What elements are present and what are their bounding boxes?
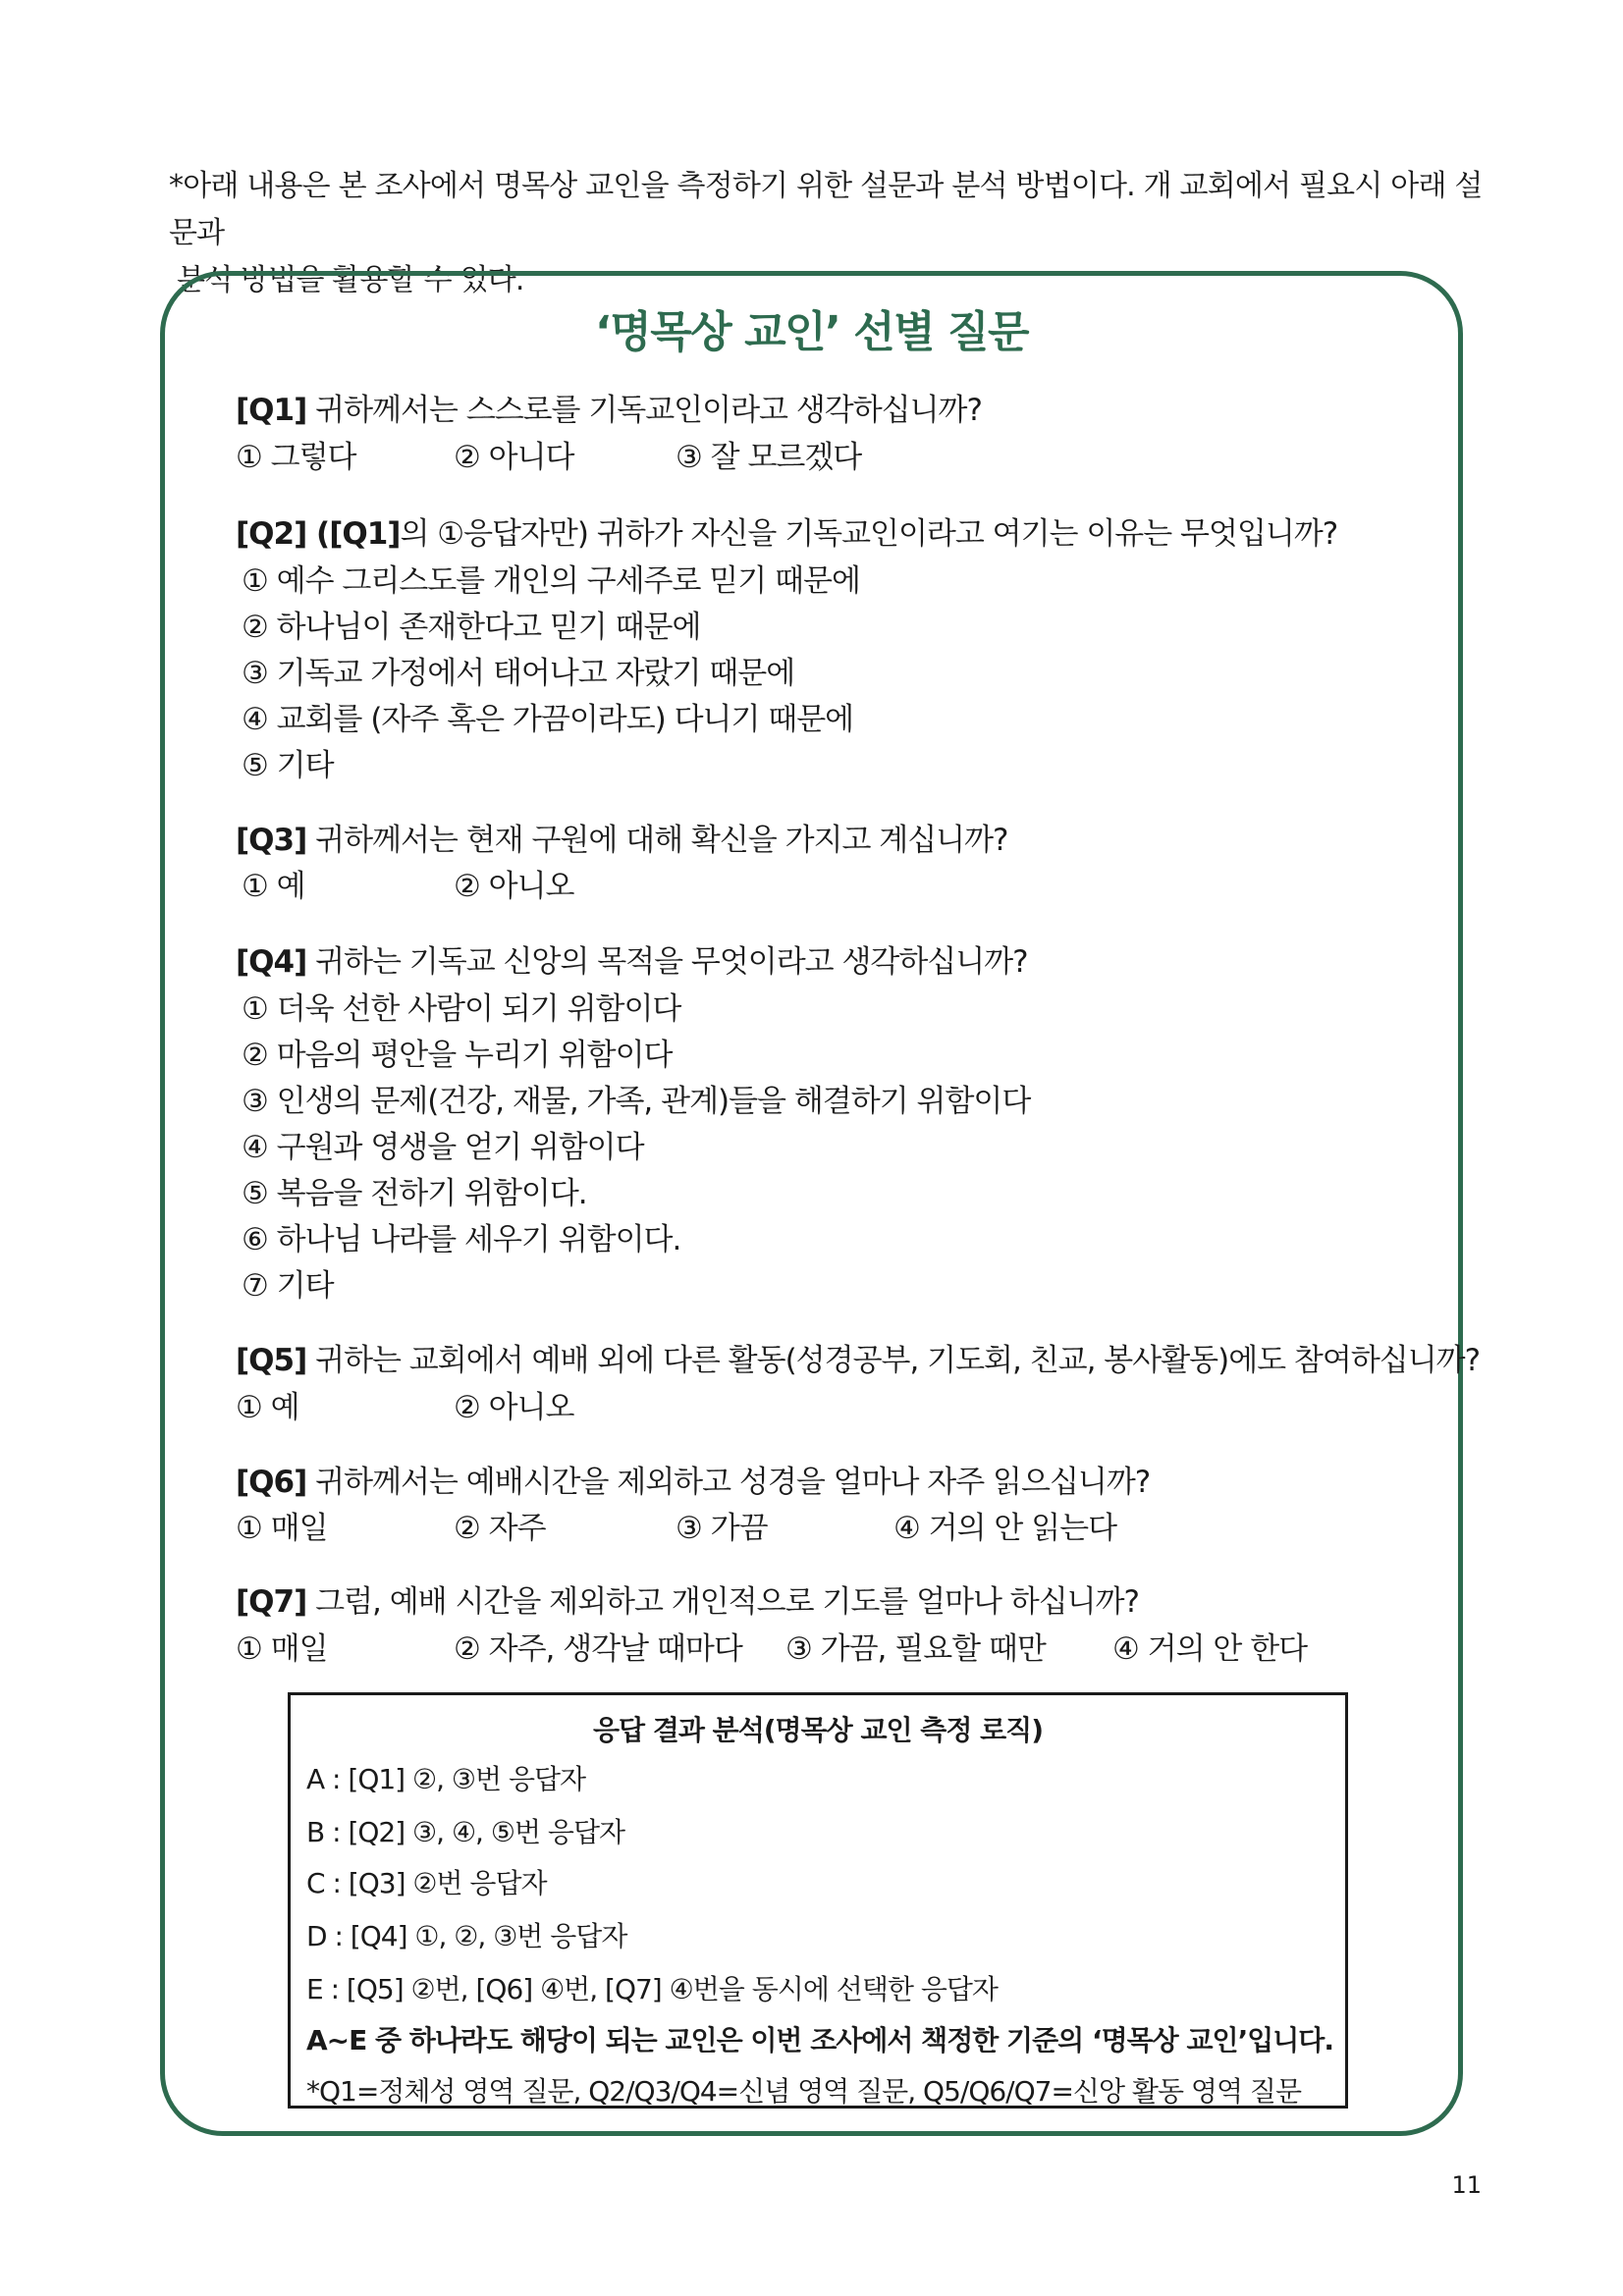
- analysis-title: 응답 결과 분석(명목상 교인 측정 로직): [592, 1714, 1044, 1746]
- q4-option-2: ② 마음의 평안을 누리기 위함이다: [242, 1038, 673, 1073]
- q6-option-4: ④ 거의 안 읽는다: [893, 1511, 1117, 1546]
- q2-option-4: ④ 교회를 (자주 혹은 가끔이라도) 다니기 때문에: [242, 702, 854, 737]
- analysis-line-c: C : [Q3] ②번 응답자: [306, 1867, 547, 1899]
- analysis-footnote: *Q1=정체성 영역 질문, Q2/Q3/Q4=신념 영역 질문, Q5/Q6/Q7=신앙 활동 영역 질문: [306, 2075, 1302, 2108]
- q2-option-5: ⑤ 기타: [242, 748, 334, 783]
- analysis-line-e: E : [Q5] ②번, [Q6] ④번, [Q7] ④번을 동시에 선택한 응답자: [306, 1973, 998, 2005]
- question-q1: [Q1] 귀하께서는 스스로를 기독교인이라고 생각하십니까?: [236, 393, 982, 428]
- q2-option-1: ① 예수 그리스도를 개인의 구세주로 믿기 때문에: [242, 563, 860, 599]
- question-q7: [Q7] 그럼, 예배 시간을 제외하고 개인적으로 기도를 얼마나 하십니까?: [236, 1584, 1139, 1620]
- q3-option-2: ② 아니오: [454, 869, 574, 904]
- intro-line-2: 분석 방법을 활용할 수 있다.: [177, 263, 524, 297]
- question-q6: [Q6] 귀하께서는 예배시간을 제외하고 성경을 얼마나 자주 읽으십니까?: [236, 1465, 1151, 1500]
- q4-option-7: ⑦ 기타: [242, 1268, 334, 1304]
- page-number: 11: [1451, 2171, 1482, 2199]
- analysis-line-a: A : [Q1] ②, ③번 응답자: [306, 1763, 586, 1795]
- q6-option-2: ② 자주: [454, 1511, 546, 1546]
- q4-option-3: ③ 인생의 문제(건강, 재물, 가족, 관계)들을 해결하기 위함이다: [242, 1084, 1031, 1119]
- survey-title: ‘명목상 교인’ 선별 질문: [595, 307, 1028, 357]
- q6-option-1: ① 매일: [236, 1511, 328, 1546]
- analysis-box: [288, 1692, 1348, 2109]
- q4-option-4: ④ 구원과 영생을 얻기 위함이다: [242, 1130, 644, 1165]
- analysis-line-b: B : [Q2] ③, ④, ⑤번 응답자: [306, 1816, 625, 1848]
- question-q5: [Q5] 귀하는 교회에서 예배 외에 다른 활동(성경공부, 기도회, 친교, 봉사활동)에도 참여하십니까?: [236, 1343, 1481, 1378]
- q7-option-1: ① 매일: [236, 1631, 328, 1667]
- q3-option-1: ① 예: [242, 869, 305, 904]
- q2-option-2: ② 하나님이 존재한다고 믿기 때문에: [242, 610, 701, 645]
- q1-option-2: ② 아니다: [454, 440, 574, 475]
- q1-option-3: ③ 잘 모르겠다: [676, 440, 862, 475]
- q5-option-2: ② 아니오: [454, 1390, 574, 1425]
- intro-line-1: *아래 내용은 본 조사에서 명목상 교인을 측정하기 위한 설문과 분석 방법이다. 개 교회에서 필요시 아래 설문과: [169, 169, 1483, 250]
- q2-option-3: ③ 기독교 가정에서 태어나고 자랐기 때문에: [242, 656, 795, 691]
- question-q3: [Q3] 귀하께서는 현재 구원에 대해 확신을 가지고 계십니까?: [236, 823, 1008, 858]
- q5-option-1: ① 예: [236, 1390, 299, 1425]
- q4-option-6: ⑥ 하나님 나라를 세우기 위함이다.: [242, 1222, 681, 1257]
- q6-option-3: ③ 가끔: [676, 1511, 768, 1546]
- q4-option-1: ① 더욱 선한 사람이 되기 위함이다: [242, 991, 681, 1027]
- q7-option-4: ④ 거의 안 한다: [1112, 1631, 1308, 1667]
- q7-option-3: ③ 가끔, 필요할 때만: [785, 1631, 1046, 1667]
- q4-option-5: ⑤ 복음을 전하기 위함이다.: [242, 1176, 587, 1211]
- analysis-conclusion: A~E 중 하나라도 해당이 되는 교인은 이번 조사에서 책정한 기준의 ‘명목상 교인’입니다.: [306, 2024, 1333, 2056]
- analysis-line-d: D : [Q4] ①, ②, ③번 응답자: [306, 1920, 627, 1952]
- q7-option-2: ② 자주, 생각날 때마다: [454, 1631, 742, 1667]
- q1-option-1: ① 그렇다: [236, 440, 356, 475]
- question-q2: [Q2] ([Q1]의 ①응답자만) 귀하가 자신을 기독교인이라고 여기는 이유는 무엇입니까?: [236, 516, 1338, 552]
- question-q4: [Q4] 귀하는 기독교 신앙의 목적을 무엇이라고 생각하십니까?: [236, 944, 1028, 980]
